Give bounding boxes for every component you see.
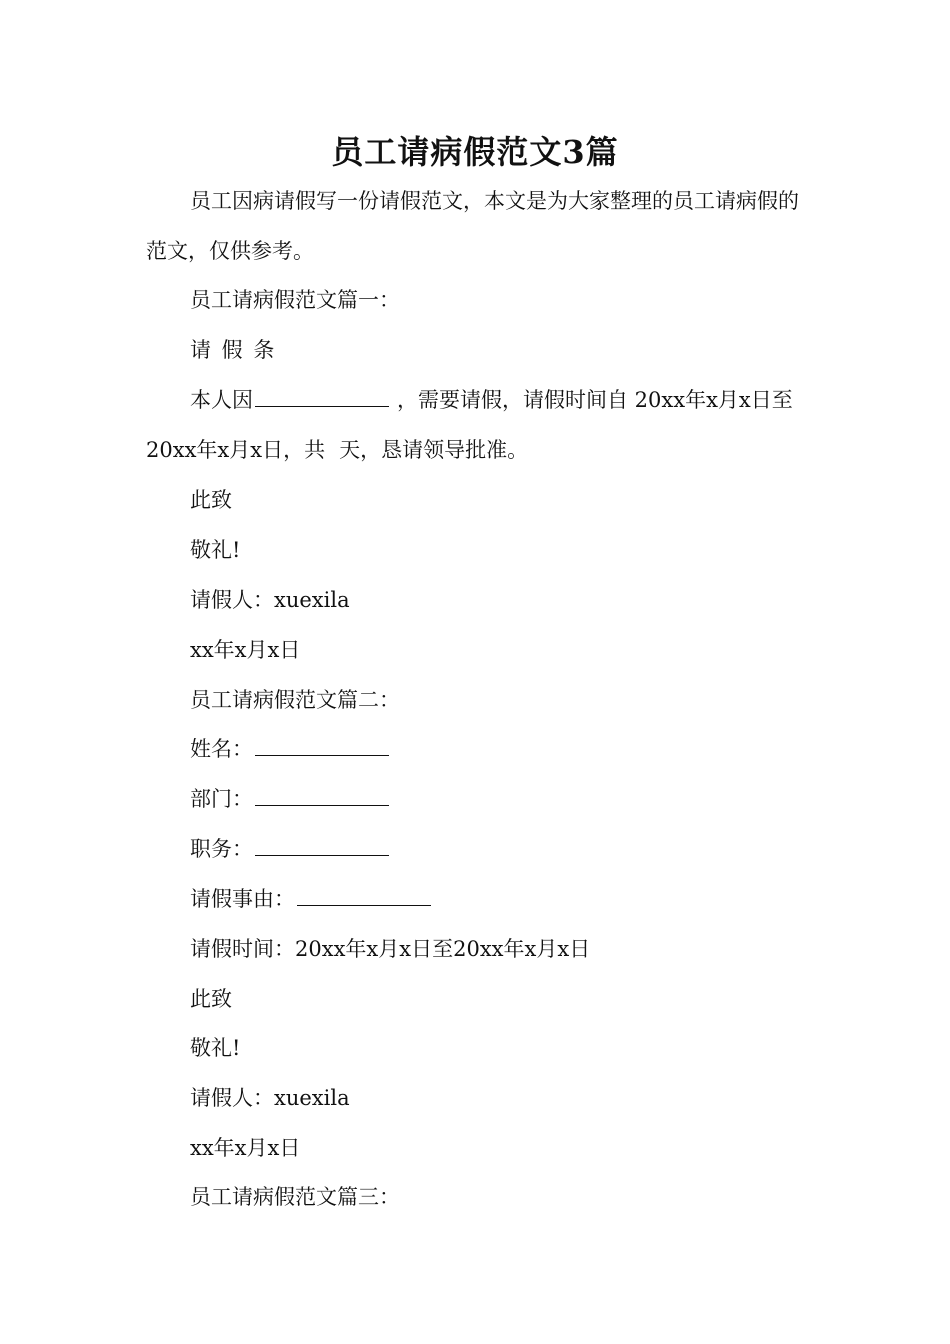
reason-label: 请假事由：: [190, 887, 295, 911]
position-field: [190, 834, 389, 864]
intro-paragraph: 员工因病请假写一份请假范文，本文是为大家整理的员工请病假的范文，仅供参考。: [146, 189, 799, 263]
body-end: 天，恳请领导批准。: [339, 438, 529, 462]
section2-date: xx年x月x日: [190, 1136, 301, 1160]
leave-note-title: 请 假 条: [190, 338, 277, 362]
leave-time-line: 请假时间：20xx年x月x日至20xx年x月x日: [190, 937, 591, 961]
section1-closing: 此致: [190, 488, 232, 512]
section2-heading: 员工请病假范文篇二：: [190, 688, 400, 712]
position-label: 职务：: [190, 837, 253, 861]
section2-applicant: 请假人：xuexila: [190, 1086, 350, 1110]
section1-applicant: 请假人：xuexila: [190, 588, 350, 612]
section2-salute: 敬礼!: [190, 1036, 241, 1060]
position-blank: [255, 837, 389, 856]
dept-blank: [255, 787, 389, 806]
section3-heading: 员工请病假范文篇三：: [190, 1185, 400, 1209]
body-rest: ，需要请假，请假时间自 20xx年x月x日至20xx年x月x日，共: [146, 388, 793, 462]
body-prefix: 本人因: [190, 388, 253, 412]
reason-field-blank: [297, 887, 431, 906]
section1-date: xx年x月x日: [190, 638, 301, 662]
reason-blank: [255, 388, 389, 407]
name-blank: [255, 737, 389, 756]
section1-salute: 敬礼!: [190, 538, 241, 562]
section1-heading: 员工请病假范文篇一：: [190, 288, 400, 312]
name-label: 姓名：: [190, 737, 253, 761]
leave-note-body: [146, 375, 810, 475]
dept-field: [190, 784, 389, 814]
dept-label: 部门：: [190, 787, 253, 811]
reason-field: [190, 884, 431, 914]
document-title: 员工请病假范文3篇: [331, 133, 619, 171]
name-field: [190, 734, 389, 764]
section2-closing: 此致: [190, 987, 232, 1011]
